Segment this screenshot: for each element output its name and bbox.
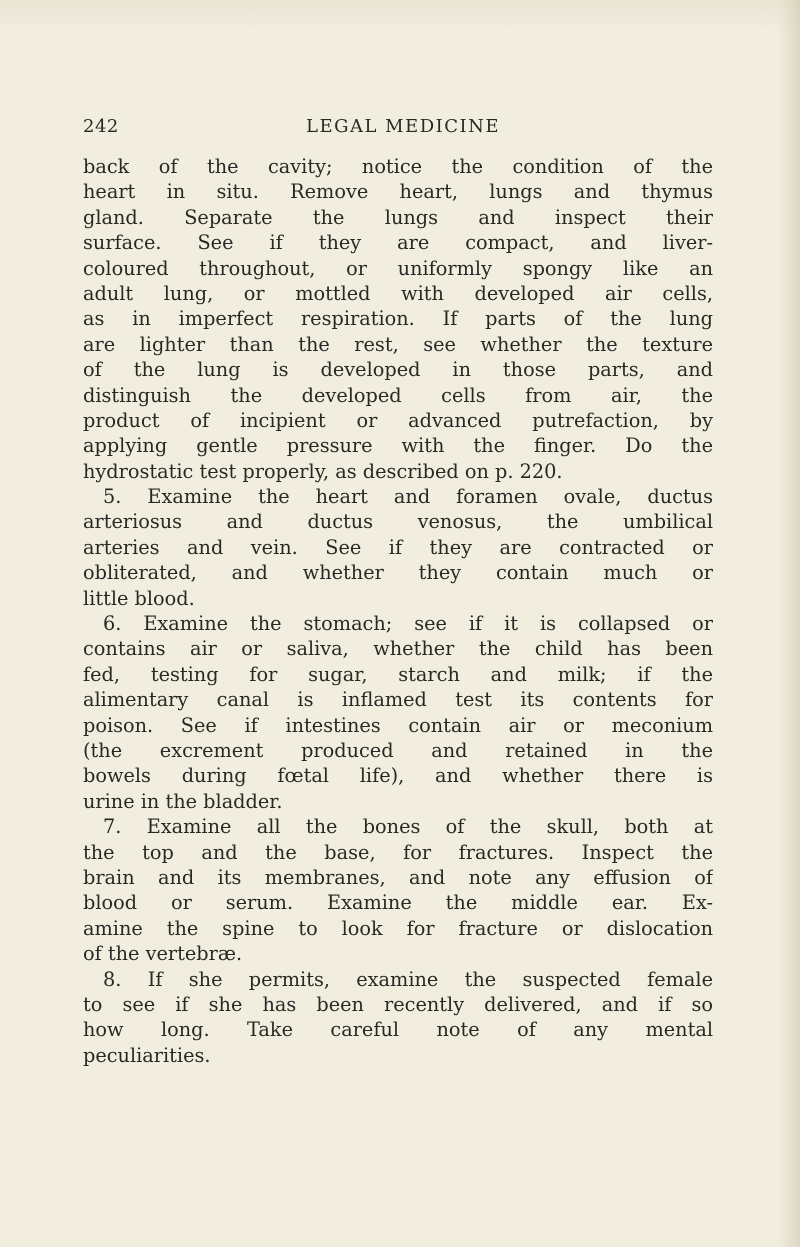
- text-line: 7. Examine all the bones of the skull, both at: [103, 815, 713, 839]
- text-line: poison. See if intestines contain air or meconium: [83, 713, 713, 737]
- body-text: [83, 154, 713, 1068]
- text-line: (the excrement produced and retained in the: [83, 738, 713, 762]
- running-title: LEGAL MEDICINE: [305, 116, 501, 137]
- text-line: contains air or saliva, whether the child has been: [83, 637, 713, 661]
- text-line: as in imperfect respiration. If parts of the lung: [83, 307, 713, 331]
- text-line: of the vertebræ.: [83, 942, 243, 966]
- text-line: obliterated, and whether they contain much or: [83, 561, 713, 585]
- text-line: heart in situ. Remove heart, lungs and thymus: [83, 180, 713, 204]
- text-line: bowels during fœtal life), and whether there is: [83, 764, 713, 788]
- text-line: surface. See if they are compact, and liver-: [83, 231, 713, 255]
- page-edge-shadow: [778, 0, 800, 1247]
- text-line: little blood.: [83, 586, 195, 610]
- text-line: are lighter than the rest, see whether the texture: [83, 332, 713, 356]
- text-line: 6. Examine the stomach; see if it is collapsed or: [103, 612, 713, 636]
- text-line: alimentary canal is inflamed test its contents for: [83, 688, 713, 712]
- text-line: how long. Take careful note of any mental: [83, 1018, 713, 1042]
- text-line: distinguish the developed cells from air, the: [83, 383, 713, 407]
- text-line: coloured throughout, or uniformly spongy like an: [83, 256, 713, 280]
- page-shadow-top: [0, 0, 800, 30]
- text-line: brain and its membranes, and note any effusion of: [83, 865, 713, 889]
- text-line: adult lung, or mottled with developed air cells,: [83, 281, 713, 305]
- text-line: 8. If she permits, examine the suspected female: [103, 967, 713, 991]
- text-line: to see if she has been recently delivered, and if so: [83, 992, 713, 1016]
- text-line: peculiarities.: [83, 1043, 211, 1067]
- page-header: [83, 116, 723, 146]
- text-line: arteriosus and ductus venosus, the umbilical: [83, 510, 713, 534]
- page-number: 242: [83, 116, 119, 137]
- text-line: the top and the base, for fractures. Inspect the: [83, 840, 713, 864]
- text-line: 5. Examine the heart and foramen ovale, ductus: [103, 485, 713, 509]
- text-line: gland. Separate the lungs and inspect their: [83, 205, 713, 229]
- text-line: blood or serum. Examine the middle ear. Ex-: [83, 891, 713, 915]
- text-line: arteries and vein. See if they are contracted or: [83, 535, 713, 559]
- text-line: hydrostatic test properly, as described on p. 220.: [83, 459, 563, 483]
- text-line: product of incipient or advanced putrefaction, by: [83, 408, 713, 432]
- text-line: applying gentle pressure with the finger. Do the: [83, 434, 713, 458]
- text-line: amine the spine to look for fracture or dislocation: [83, 916, 713, 940]
- text-line: urine in the bladder.: [83, 789, 283, 813]
- text-line: fed, testing for sugar, starch and milk; if the: [83, 662, 713, 686]
- text-line: of the lung is developed in those parts, and: [83, 358, 713, 382]
- text-line: back of the cavity; notice the condition of the: [83, 155, 713, 178]
